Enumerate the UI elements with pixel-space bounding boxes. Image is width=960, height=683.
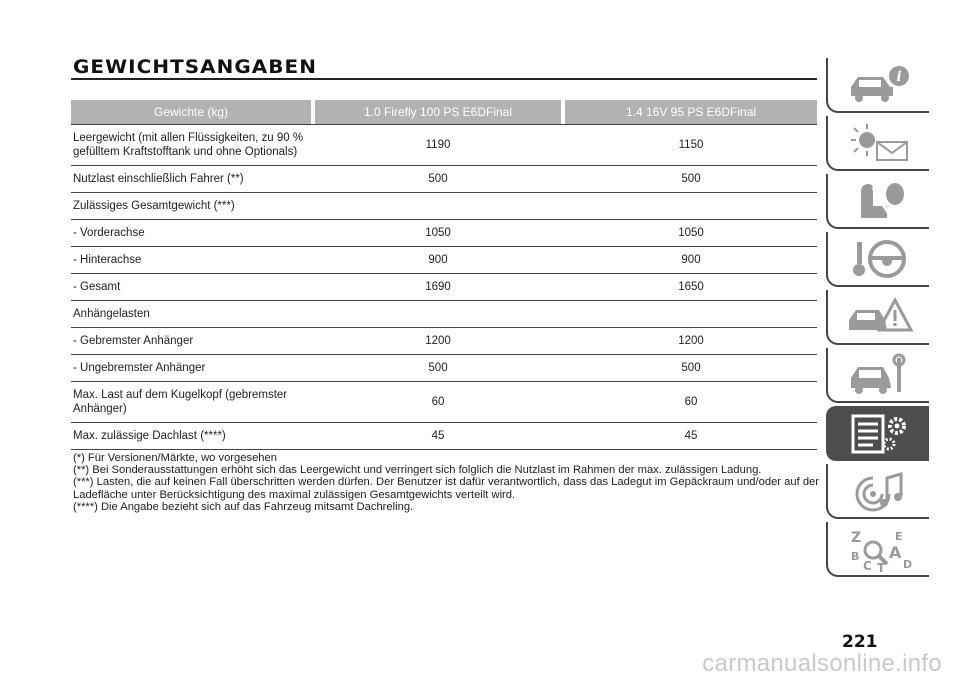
row-value — [315, 301, 561, 328]
page-number: 221 — [842, 632, 878, 652]
row-value: 1050 — [315, 220, 561, 247]
row-label: Max. Last auf dem Kugelkopf (gebremster Anhänger) — [71, 382, 311, 423]
row-value: 500 — [315, 355, 561, 382]
car-maintenance-icon — [843, 352, 915, 398]
row-label: Anhängelasten — [71, 301, 311, 328]
header-engine-2: 1.4 16V 95 PS E6DFinal — [565, 100, 817, 125]
table-row — [71, 274, 817, 301]
row-value: 1190 — [315, 125, 561, 166]
car-warning-icon — [843, 294, 915, 340]
tab-car-info[interactable] — [826, 58, 929, 113]
tab-car-maintenance[interactable] — [826, 348, 929, 403]
footnotes — [73, 452, 819, 513]
index-letter: D — [902, 557, 912, 571]
title-rule — [71, 78, 817, 80]
seat-airbag-icon — [843, 178, 915, 224]
row-value: 900 — [565, 247, 817, 274]
tab-alphabetical-index[interactable] — [826, 522, 929, 577]
row-label: - Vorderachse — [71, 220, 311, 247]
row-value: 1650 — [565, 274, 817, 301]
index-letter: T — [876, 560, 885, 572]
svg-text:i: i — [895, 68, 902, 85]
table-row — [71, 193, 817, 220]
row-label: - Hinterachse — [71, 247, 311, 274]
tab-seat-airbag[interactable] — [826, 174, 929, 229]
index-letter: E — [894, 529, 903, 543]
table-header-row — [71, 100, 817, 125]
row-value: 500 — [315, 166, 561, 193]
watermark: carmanualsonline.info — [702, 650, 942, 677]
row-value: 60 — [565, 382, 817, 423]
table-row — [71, 247, 817, 274]
index-letter: Z — [850, 529, 861, 546]
tab-car-warning[interactable] — [826, 290, 929, 345]
footnote: (**) Bei Sonderausstattungen erhöht sich das Leergewicht und verringert sich folglich die Nutzlast im Rahmen der max. zulässigen Ladung. — [73, 464, 762, 477]
row-value: 1200 — [565, 328, 817, 355]
table-row — [71, 382, 817, 423]
header-weights: Gewichte (kg) — [71, 100, 311, 125]
row-value: 60 — [315, 382, 561, 423]
row-label: Leergewicht (mit allen Flüssigkeiten, zu 90 % gefülltem Kraftstofftank und ohne Optionals) — [71, 125, 311, 166]
row-value: 45 — [565, 423, 817, 450]
table-row — [71, 423, 817, 450]
row-label: Max. zulässige Dachlast (****) — [71, 423, 311, 450]
row-value — [565, 301, 817, 328]
row-label: - Gesamt — [71, 274, 311, 301]
table-row — [71, 166, 817, 193]
footnote: (*) Für Versionen/Märkte, wo vorgesehen — [73, 452, 277, 464]
dashboard-lights-icon — [843, 120, 915, 166]
row-value: 1200 — [315, 328, 561, 355]
row-label: - Gebremster Anhänger — [71, 328, 311, 355]
key-steering-wheel-icon — [843, 236, 915, 282]
table-row — [71, 328, 817, 355]
row-label: Nutzlast einschließlich Fahrer (**) — [71, 166, 311, 193]
weights-table — [71, 100, 817, 450]
chapter-sidebar — [826, 58, 929, 580]
row-value: 1150 — [565, 125, 817, 166]
index-letter: B — [850, 549, 859, 563]
multimedia-icon — [843, 468, 915, 514]
tab-dashboard-lights[interactable] — [826, 116, 929, 171]
technical-data-icon — [843, 410, 915, 456]
row-value: 1690 — [315, 274, 561, 301]
row-value: 500 — [565, 355, 817, 382]
row-value: 500 — [565, 166, 817, 193]
car-info-icon — [843, 62, 915, 108]
index-letter: C — [862, 558, 872, 572]
tab-multimedia[interactable] — [826, 464, 929, 519]
table-row — [71, 220, 817, 247]
row-value: 45 — [315, 423, 561, 450]
tab-technical-data[interactable] — [826, 406, 929, 461]
page-title: GEWICHTSANGABEN — [73, 56, 317, 78]
row-value: 900 — [315, 247, 561, 274]
row-value: 1050 — [565, 220, 817, 247]
row-label: Zulässiges Gesamtgewicht (***) — [71, 193, 311, 220]
table-row — [71, 125, 817, 166]
header-engine-1: 1.0 Firefly 100 PS E6DFinal — [315, 100, 561, 125]
table-row — [71, 355, 817, 382]
tab-key-steering[interactable] — [826, 232, 929, 287]
table-row — [71, 301, 817, 328]
alphabetical-index-icon — [843, 526, 915, 572]
row-label: - Ungebremster Anhänger — [71, 355, 311, 382]
footnote: (****) Die Angabe bezieht sich auf das Fahrzeug mitsamt Dachreling. — [73, 500, 414, 513]
row-value — [315, 193, 561, 220]
footnote: (***) Lasten, die auf keinen Fall überschritten werden dürfen. Der Benutzer ist dafür verantwortlich, dass das Ladegut im Gepäckraum und/oder auf der Ladefläche unter Berücksichtigung des maximal zulässigen Gesamtgewichts verteilt wird. — [73, 476, 819, 501]
row-value — [565, 193, 817, 220]
index-letter: A — [888, 542, 901, 562]
